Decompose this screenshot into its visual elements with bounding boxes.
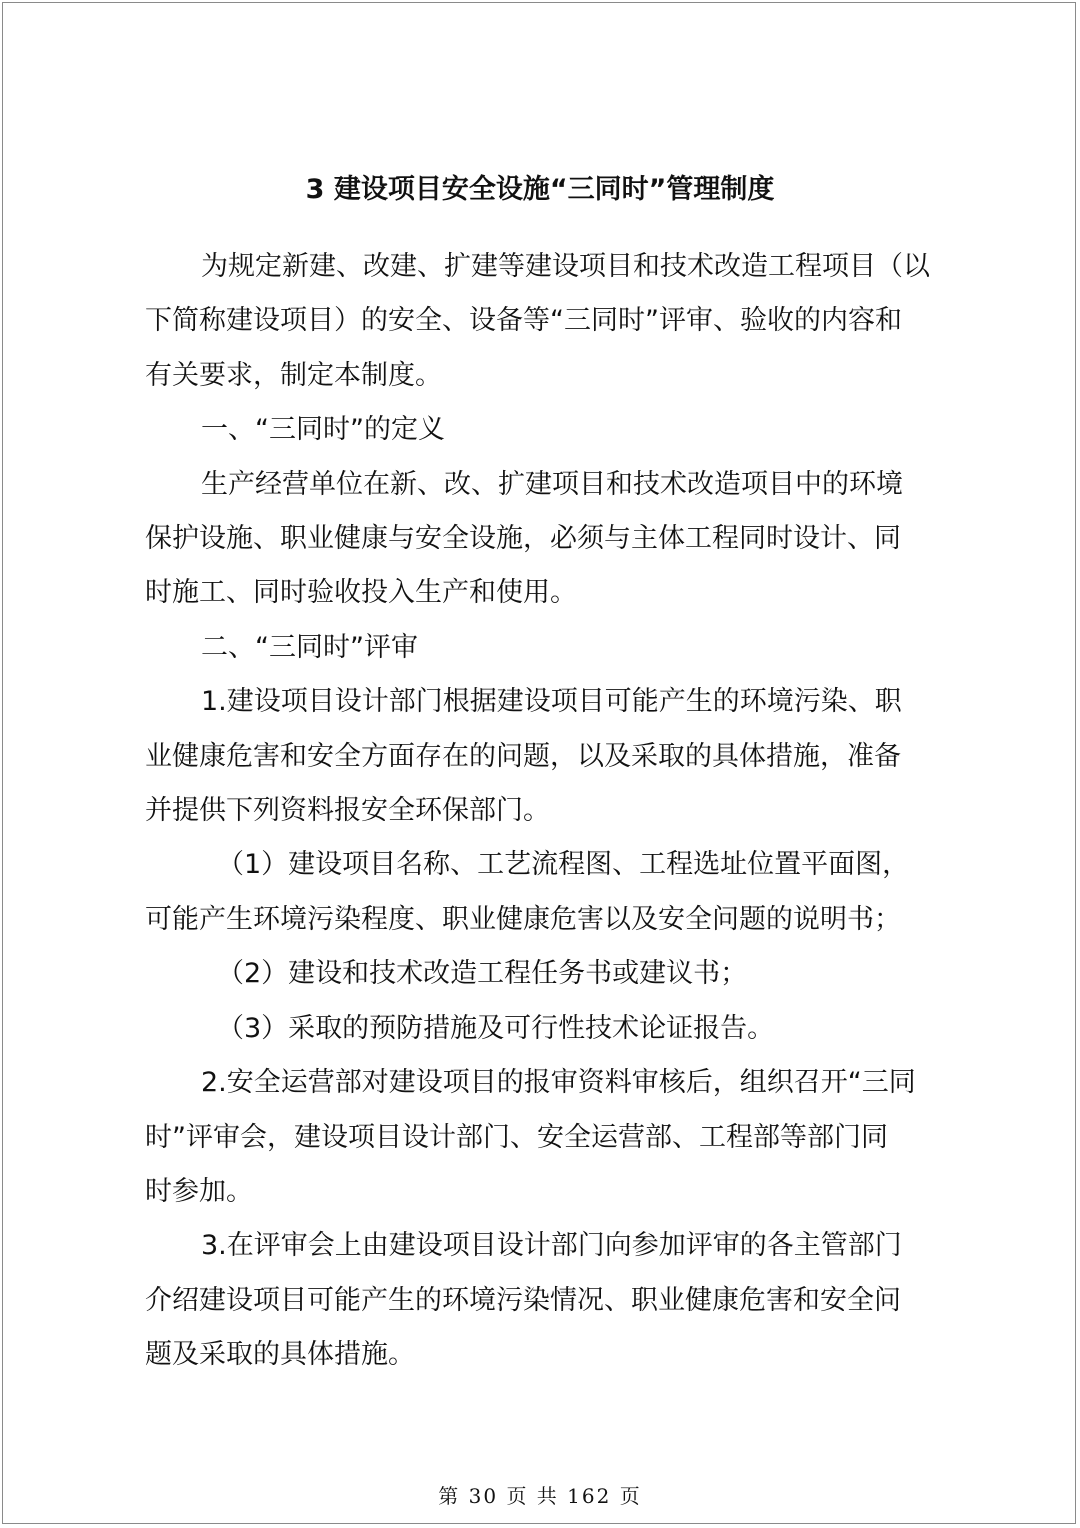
document-body (145, 240, 953, 1383)
paragraph-item-3 (145, 1219, 953, 1382)
paragraph-subitem-2 (145, 947, 953, 1001)
text-line: 时”评审会，建设项目设计部门、安全运营部、工程部等部门同 (145, 1121, 888, 1153)
text-line: 2.安全运营部对建设项目的报审资料审核后，组织召开“三同 (201, 1067, 916, 1099)
paragraph-item-2 (145, 1056, 953, 1219)
paragraph-subitem-1 (145, 838, 953, 947)
paragraph-item-1 (145, 675, 953, 838)
text-line: 时参加。 (145, 1175, 253, 1207)
paragraph-subitem-3 (145, 1002, 953, 1056)
text-line: 并提供下列资料报安全环保部门。 (145, 795, 550, 827)
text-line: 介绍建设项目可能产生的环境污染情况、职业健康危害和安全问 (145, 1284, 901, 1316)
section-heading-definition (145, 403, 953, 457)
text-line: 一、“三同时”的定义 (201, 414, 445, 446)
text-line: 可能产生环境污染程度、职业健康危害以及安全问题的说明书； (145, 903, 901, 935)
text-line: （1）建设项目名称、工艺流程图、工程选址位置平面图， (217, 849, 910, 881)
text-line: （2）建设和技术改造工程任务书或建议书； (217, 958, 748, 990)
text-line: 有关要求，制定本制度。 (145, 359, 442, 391)
text-line: 业健康危害和安全方面存在的问题，以及采取的具体措施，准备 (145, 740, 901, 772)
text-line: 3.在评审会上由建设项目设计部门向参加评审的各主管部门 (201, 1230, 902, 1262)
document-title: 3 建设项目安全设施“三同时”管理制度 (305, 174, 775, 205)
text-line: 为规定新建、改建、扩建等建设项目和技术改造工程项目（以 (201, 251, 930, 282)
paragraph-intro (145, 240, 953, 403)
text-line: 生产经营单位在新、改、扩建项目和技术改造项目中的环境 (201, 468, 903, 500)
text-line: 下简称建设项目）的安全、设备等“三同时”评审、验收的内容和 (145, 305, 902, 337)
text-line: 保护设施、职业健康与安全设施，必须与主体工程同时设计、同 (145, 523, 901, 555)
text-line: 二、“三同时”评审 (201, 631, 418, 663)
page-number-footer: 第 30 页 共 162 页 (438, 1484, 642, 1508)
text-line: 1.建设项目设计部门根据建设项目可能产生的环境污染、职 (201, 686, 902, 718)
section-heading-review (145, 621, 953, 675)
text-line: （3）采取的预防措施及可行性技术论证报告。 (217, 1012, 775, 1044)
paragraph-definition (145, 458, 953, 621)
text-line: 题及采取的具体措施。 (145, 1339, 415, 1371)
text-line: 时施工、同时验收投入生产和使用。 (145, 577, 577, 609)
